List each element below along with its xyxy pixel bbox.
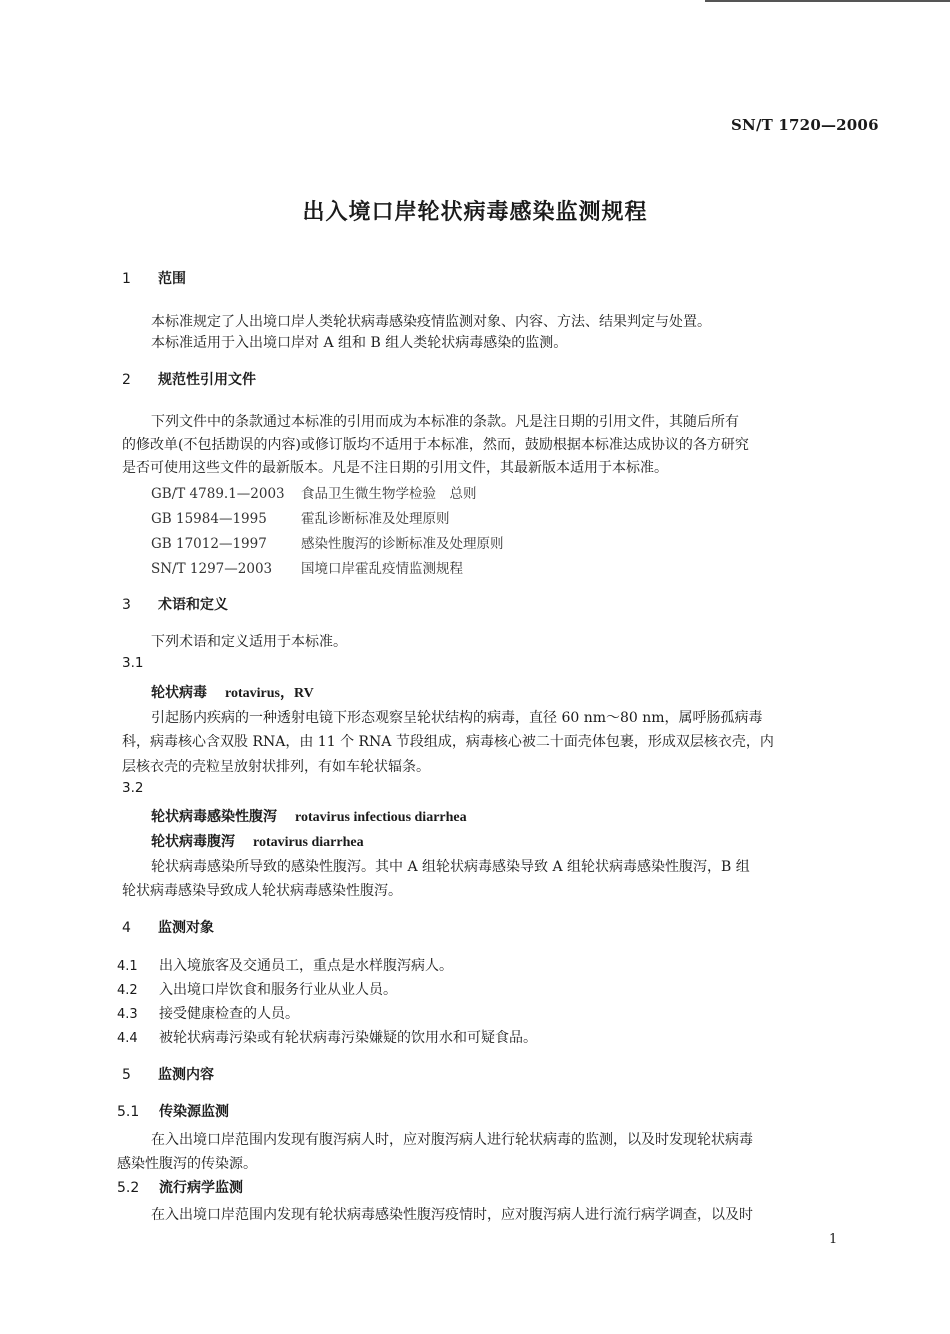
section-number: 2	[122, 372, 131, 388]
reference-title: 霍乱诊断标准及处理原则	[301, 511, 450, 527]
paragraph-line: 是否可使用这些文件的最新版本。凡是不注日期的引用文件，其最新版本适用于本标准。	[122, 460, 668, 476]
term-zh: 轮状病毒腹泻	[151, 834, 235, 850]
reference-code: SN/T 1297—2003	[151, 561, 273, 577]
item-text: 入出境口岸饮食和服务行业从业人员。	[159, 982, 397, 998]
definition-line: 科，病毒核心含双股 RNA，由 11 个 RNA 节段组成，病毒核心被二十面壳体包裹，形成双层核衣壳，内	[122, 734, 774, 750]
section-number: 3	[122, 597, 131, 613]
clause-number: 3.2	[122, 780, 144, 796]
list-item	[117, 1003, 299, 1023]
reference-code: GB 15984—1995	[151, 511, 267, 527]
paragraph: 本标准适用于入出境口岸对 A 组和 B 组人类轮状病毒感染的监测。	[151, 335, 568, 351]
term-en: rotavirus infectious diarrhea	[295, 810, 467, 825]
reference-item	[151, 507, 450, 527]
top-rule	[705, 0, 950, 2]
section-number: 5	[122, 1067, 131, 1083]
paragraph: 本标准规定了人出境口岸人类轮状病毒感染疫情监测对象、内容、方法、结果判定与处置。	[151, 314, 711, 330]
section-title: 规范性引用文件	[158, 372, 256, 388]
reference-item	[151, 532, 504, 552]
reference-title: 食品卫生微生物学检验 总则	[301, 486, 477, 502]
subsection-number: 5.1	[117, 1104, 140, 1120]
definition-line: 轮状病毒感染所导致的感染性腹泻。其中 A 组轮状病毒感染导致 A 组轮状病毒感染性腹泻，B 组	[151, 859, 750, 875]
definition-line: 引起肠内疾病的一种透射电镜下形态观察呈轮状结构的病毒，直径 60 nm～80 nm，属呼肠孤病毒	[151, 710, 763, 726]
section-3-heading	[122, 594, 228, 614]
paragraph-line: 下列文件中的条款通过本标准的引用而成为本标准的条款。凡是注日期的引用文件，其随后所有	[151, 414, 739, 430]
reference-title: 国境口岸霍乱疫情监测规程	[301, 561, 463, 577]
section-5-heading	[122, 1064, 214, 1084]
page-title: 出入境口岸轮状病毒感染监测规程	[302, 200, 648, 225]
paragraph-line: 感染性腹泻的传染源。	[117, 1156, 257, 1172]
reference-item	[151, 482, 477, 502]
paragraph-line: 的修改单(不包括勘误的内容)或修订版均不适用于本标准，然而，鼓励根据本标准达成协议的各方研究	[122, 437, 749, 453]
paragraph-line: 在入出境口岸范围内发现有轮状病毒感染性腹泻疫情时，应对腹泻病人进行流行病学调查，以及时	[151, 1207, 753, 1223]
subsection-heading	[117, 1101, 229, 1121]
standard-number: SN/T 1720—2006	[731, 116, 879, 134]
item-number: 4.3	[117, 1007, 138, 1022]
page-number: 1	[829, 1232, 838, 1247]
list-item	[117, 955, 453, 975]
term-entry	[151, 831, 364, 851]
paragraph: 下列术语和定义适用于本标准。	[151, 634, 347, 650]
reference-code: GB/T 4789.1—2003	[151, 486, 285, 502]
section-2-heading	[122, 369, 256, 389]
term-entry	[151, 682, 314, 702]
term-entry	[151, 806, 467, 826]
section-title: 监测对象	[158, 920, 214, 936]
item-number: 4.4	[117, 1031, 138, 1046]
item-number: 4.1	[117, 959, 138, 974]
term-zh: 轮状病毒感染性腹泻	[151, 809, 277, 825]
list-item	[117, 979, 397, 999]
term-zh: 轮状病毒	[151, 685, 207, 701]
subsection-title: 流行病学监测	[159, 1180, 243, 1196]
definition-line: 层核衣壳的壳粒呈放射状排列，有如车轮状辐条。	[122, 759, 430, 775]
item-text: 出入境旅客及交通员工，重点是水样腹泻病人。	[159, 958, 453, 974]
list-item	[117, 1027, 537, 1047]
item-text: 接受健康检查的人员。	[159, 1006, 299, 1022]
section-number: 4	[122, 920, 131, 936]
reference-title: 感染性腹泻的诊断标准及处理原则	[301, 536, 504, 552]
reference-item	[151, 557, 463, 577]
term-en: rotavirus，RV	[225, 686, 314, 701]
section-1-heading	[122, 268, 186, 288]
item-number: 4.2	[117, 983, 138, 998]
subsection-heading	[117, 1177, 243, 1197]
term-en: rotavirus diarrhea	[253, 835, 364, 850]
section-title: 术语和定义	[158, 597, 228, 613]
section-number: 1	[122, 271, 131, 287]
section-title: 范围	[158, 271, 186, 287]
clause-number: 3.1	[122, 655, 144, 671]
paragraph-line: 在入出境口岸范围内发现有腹泻病人时，应对腹泻病人进行轮状病毒的监测，以及时发现轮状病毒	[151, 1132, 753, 1148]
item-text: 被轮状病毒污染或有轮状病毒污染嫌疑的饮用水和可疑食品。	[159, 1030, 537, 1046]
reference-code: GB 17012—1997	[151, 536, 267, 552]
section-4-heading	[122, 917, 214, 937]
section-title: 监测内容	[158, 1067, 214, 1083]
definition-line: 轮状病毒感染导致成人轮状病毒感染性腹泻。	[122, 883, 402, 899]
subsection-title: 传染源监测	[159, 1104, 229, 1120]
subsection-number: 5.2	[117, 1180, 140, 1196]
